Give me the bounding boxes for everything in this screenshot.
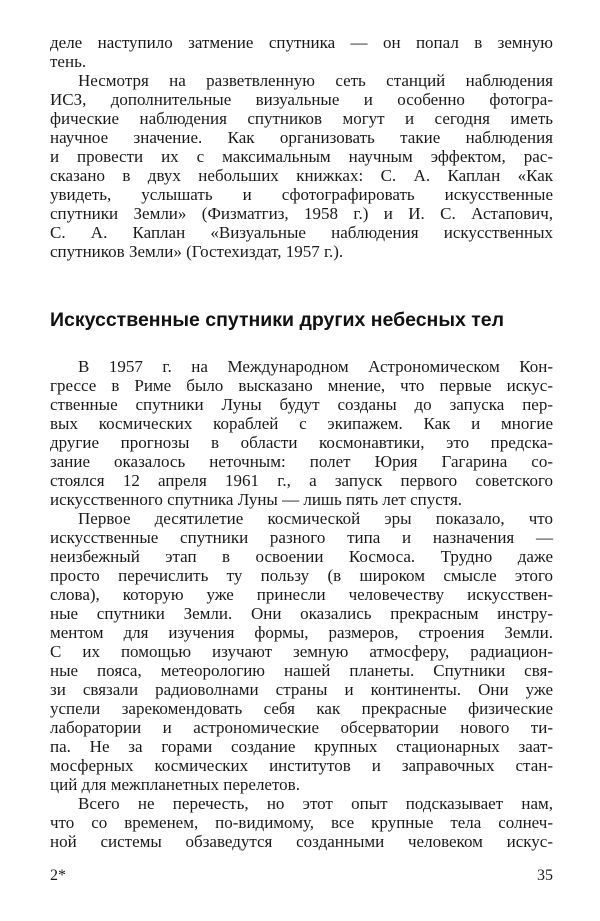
text-line: и провести их с максимальным научным эффектом, рас- (50, 147, 553, 166)
printer-signature-mark: 2* (50, 867, 66, 884)
text-line: фические наблюдения спутников могут и сегодня иметь (50, 109, 553, 128)
text-line: Всего не перечесть, но этот опыт подсказывает нам, (78, 794, 553, 813)
text-line: лаборатории и астрономические обсерватории нового ти- (50, 718, 553, 737)
text-line: грессе в Риме было высказано мнение, что первые искус- (50, 376, 553, 395)
paragraph (50, 357, 553, 509)
text-line: слова), которую уже принесли человечеству искусствен- (50, 585, 553, 604)
text-line: вых космических кораблей с экипажем. Как и многие (50, 414, 553, 433)
text-line: искусственного спутника Луны — лишь пять лет спустя. (50, 490, 463, 509)
text-line: ные спутники Земли. Они оказались прекрасным инстру- (50, 604, 553, 623)
text-line: мосферных космических институтов и заправочных стан- (50, 756, 553, 775)
text-line: зание оказалось неточным: полет Юрия Гагарина со- (50, 452, 553, 471)
paragraph (50, 33, 553, 71)
text-line: тень. (50, 52, 87, 71)
text-line: что со временем, по-видимому, все крупные тела солнеч- (50, 813, 553, 832)
text-line: сказано в двух небольших книжках: С. А. Каплан «Как (50, 166, 553, 185)
paragraph (50, 794, 553, 851)
text-line: зи связали радиоволнами страны и континенты. Они уже (50, 680, 553, 699)
text-line: па. Не за горами создание крупных стационарных заат- (50, 737, 553, 756)
text-line: спутники Земли» (Физматгиз, 1958 г.) и И. С. Астапович, (50, 204, 553, 223)
text-line: Первое десятилетие космической эры показало, что (78, 509, 553, 528)
text-line: просто перечислить ту пользу (в широком смысле этого (50, 566, 553, 585)
text-line: стоялся 12 апреля 1961 г., а запуск первого советского (50, 471, 553, 490)
text-line: Несмотря на разветвленную сеть станций наблюдения (78, 71, 553, 90)
section-1-text (50, 33, 553, 261)
text-line: В 1957 г. на Международном Астрономическом Кон- (78, 357, 553, 376)
text-line: ственные спутники Луны будут созданы до запуска пер- (50, 395, 553, 414)
text-line: искусственные спутники разного типа и назначения — (50, 528, 553, 547)
text-line: неизбежный этап в освоении Космоса. Трудно даже (50, 547, 553, 566)
page-number: 35 (537, 867, 553, 884)
text-line: ментом для изучения формы, размеров, строения Земли. (50, 623, 553, 642)
text-line: ные пояса, метеорологию нашей планеты. Спутники свя- (50, 661, 553, 680)
section-heading: Искусственные спутники других небесных тел (50, 309, 505, 331)
paragraph (50, 509, 553, 794)
text-line: успели зарекомендовать себя как прекрасные физические (50, 699, 553, 718)
text-line: С. А. Каплан «Визуальные наблюдения искусственных (50, 223, 553, 242)
text-line: увидеть, услышать и сфотографировать искусственные (50, 185, 553, 204)
text-line: ИСЗ, дополнительные визуальные и особенно фотогра- (50, 90, 553, 109)
text-line: ций для межпланетных перелетов. (50, 775, 300, 794)
text-line: ной системы обзаведутся созданными человеком искус- (50, 832, 553, 851)
text-line: С их помощью изучают земную атмосферу, радиацион- (50, 642, 553, 661)
paragraph (50, 71, 553, 261)
text-line: деле наступило затмение спутника — он попал в земную (50, 33, 553, 52)
text-line: другие прогнозы в области космонавтики, это предска- (50, 433, 553, 452)
text-line: спутников Земли» (Гостехиздат, 1957 г.). (50, 242, 344, 261)
section-2-text (50, 357, 553, 851)
text-line: научное значение. Как организовать такие наблюдения (50, 128, 553, 147)
